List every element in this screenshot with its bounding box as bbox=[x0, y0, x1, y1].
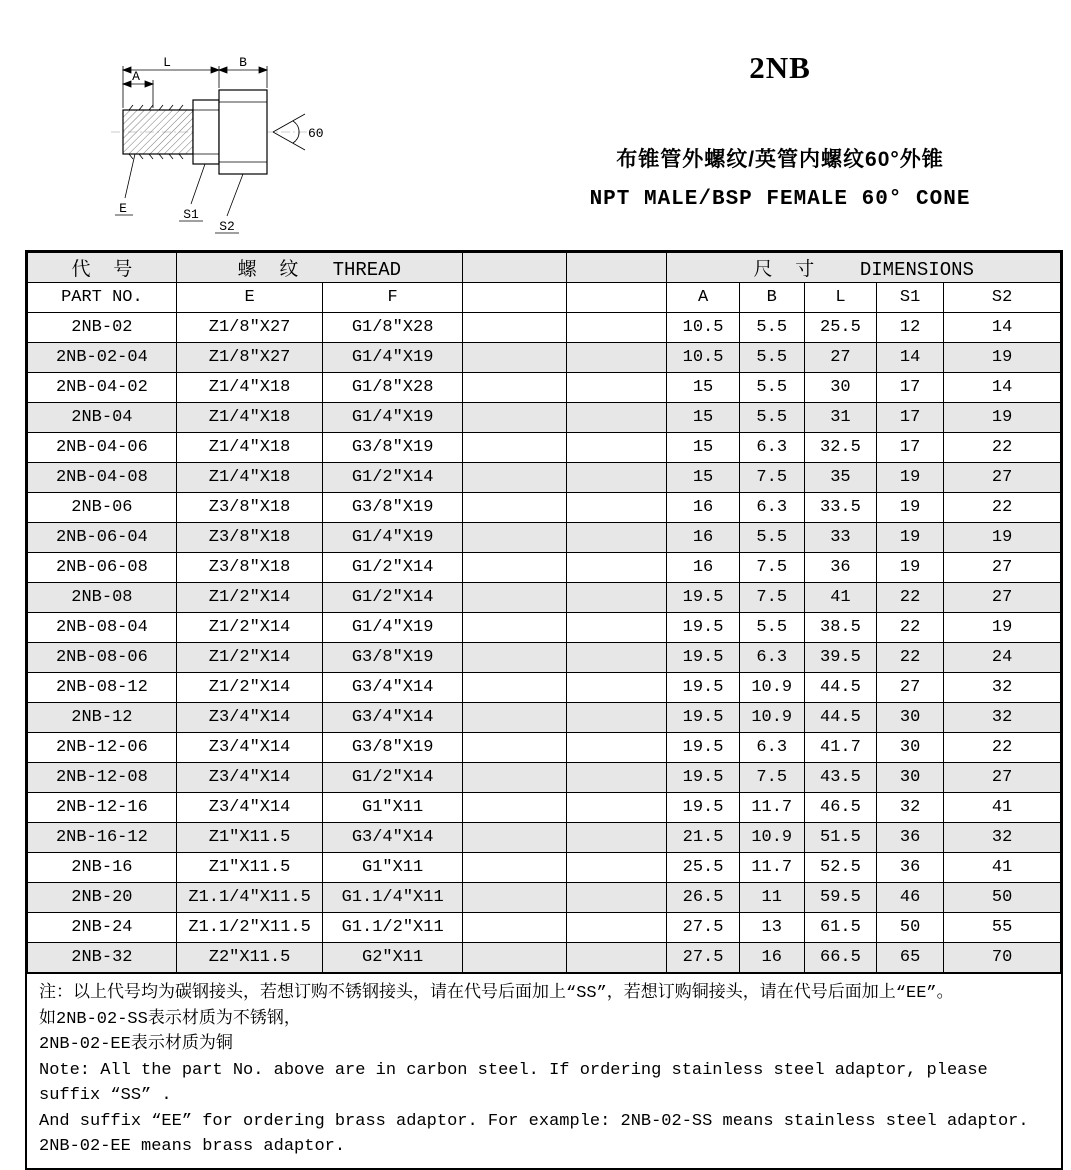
dim-label-b: B bbox=[239, 55, 247, 70]
table-cell: Z1/8″X27 bbox=[176, 343, 323, 373]
hex-collar-s1 bbox=[193, 100, 219, 164]
table-cell: G1″X11 bbox=[323, 793, 462, 823]
table-cell: G1/8″X28 bbox=[323, 373, 462, 403]
table-cell: 17 bbox=[877, 403, 944, 433]
table-cell: 19 bbox=[944, 523, 1061, 553]
table-cell: Z1/4″X18 bbox=[176, 373, 323, 403]
table-cell bbox=[567, 763, 667, 793]
table-row bbox=[28, 313, 1061, 343]
table-cell: 2NB-12-06 bbox=[28, 733, 177, 763]
note-line-cn-1: 注：以上代号均为碳钢接头，若想订购不锈钢接头，请在代号后面加上“SS”，若想订购铜接头，请在代号后面加上“EE”。 bbox=[39, 984, 954, 1003]
table-cell: 5.5 bbox=[739, 373, 804, 403]
note-line-cn-3: 2NB-02-EE表示材质为铜 bbox=[39, 1035, 233, 1054]
table-cell: 59.5 bbox=[804, 883, 876, 913]
table-cell: 22 bbox=[944, 493, 1061, 523]
table-cell: 30 bbox=[877, 763, 944, 793]
table-cell: 50 bbox=[877, 913, 944, 943]
table-cell: Z3/8″X18 bbox=[176, 553, 323, 583]
table-cell: 24 bbox=[944, 643, 1061, 673]
table-cell bbox=[462, 853, 566, 883]
table-cell bbox=[567, 343, 667, 373]
table-cell: 14 bbox=[944, 313, 1061, 343]
table-cell: 6.3 bbox=[739, 733, 804, 763]
table-cell: 31 bbox=[804, 403, 876, 433]
table-cell: 46 bbox=[877, 883, 944, 913]
table-row bbox=[28, 673, 1061, 703]
table-cell bbox=[567, 673, 667, 703]
table-cell bbox=[567, 403, 667, 433]
table-cell: 2NB-16 bbox=[28, 853, 177, 883]
table-cell bbox=[567, 433, 667, 463]
dim-label-e: E bbox=[119, 201, 127, 216]
header-dimensions: 尺 寸 DIMENSIONS bbox=[667, 253, 1061, 283]
cone-angle-label: 60 bbox=[308, 126, 324, 141]
table-cell bbox=[462, 763, 566, 793]
table-cell: Z1/4″X18 bbox=[176, 463, 323, 493]
table-cell: 2NB-20 bbox=[28, 883, 177, 913]
table-cell: 14 bbox=[877, 343, 944, 373]
table-cell: 52.5 bbox=[804, 853, 876, 883]
table-cell: 17 bbox=[877, 433, 944, 463]
table-cell: 2NB-08-06 bbox=[28, 643, 177, 673]
table-cell: 5.5 bbox=[739, 403, 804, 433]
note-line-en-3: 2NB-02-EE means brass adaptor. bbox=[39, 1137, 346, 1156]
table-cell: Z3/4″X14 bbox=[176, 793, 323, 823]
table-cell: 27 bbox=[877, 673, 944, 703]
table-cell: Z1.1/2″X11.5 bbox=[176, 913, 323, 943]
table-cell: 46.5 bbox=[804, 793, 876, 823]
table-cell: 19 bbox=[877, 463, 944, 493]
table-cell: 2NB-08 bbox=[28, 583, 177, 613]
table-cell bbox=[462, 643, 566, 673]
table-cell: G1/2″X14 bbox=[323, 763, 462, 793]
table-cell: 11.7 bbox=[739, 793, 804, 823]
table-cell: Z2″X11.5 bbox=[176, 943, 323, 973]
table-cell: 26.5 bbox=[667, 883, 739, 913]
table-cell: 41 bbox=[804, 583, 876, 613]
table-cell: 16 bbox=[739, 943, 804, 973]
header-part-no-cn: 代 号 bbox=[28, 253, 177, 283]
header-thread: 螺 纹 THREAD bbox=[176, 253, 462, 283]
table-cell: 43.5 bbox=[804, 763, 876, 793]
table-cell: 32 bbox=[944, 673, 1061, 703]
table-cell: 36 bbox=[804, 553, 876, 583]
table-cell: 38.5 bbox=[804, 613, 876, 643]
table-cell: 32 bbox=[944, 823, 1061, 853]
table-cell: 7.5 bbox=[739, 463, 804, 493]
table-cell: 15 bbox=[667, 373, 739, 403]
table-cell: 19.5 bbox=[667, 643, 739, 673]
table-cell: G1/2″X14 bbox=[323, 553, 462, 583]
table-cell: G3/8″X19 bbox=[323, 643, 462, 673]
table-cell: 5.5 bbox=[739, 613, 804, 643]
table-cell: G1/4″X19 bbox=[323, 523, 462, 553]
table-cell: 33.5 bbox=[804, 493, 876, 523]
table-cell: Z1″X11.5 bbox=[176, 853, 323, 883]
table-cell: 2NB-12-16 bbox=[28, 793, 177, 823]
table-cell: 32 bbox=[877, 793, 944, 823]
table-cell bbox=[567, 823, 667, 853]
table-cell bbox=[462, 373, 566, 403]
table-cell: 35 bbox=[804, 463, 876, 493]
model-number: 2NB bbox=[749, 50, 811, 85]
table-cell: 2NB-16-12 bbox=[28, 823, 177, 853]
spec-table bbox=[27, 252, 1061, 973]
header-col-e: E bbox=[176, 283, 323, 313]
table-cell: 10.5 bbox=[667, 313, 739, 343]
table-cell: 32 bbox=[944, 703, 1061, 733]
table-cell: G1/4″X19 bbox=[323, 613, 462, 643]
table-cell: 39.5 bbox=[804, 643, 876, 673]
table-cell bbox=[567, 643, 667, 673]
table-cell bbox=[567, 553, 667, 583]
table-cell: 12 bbox=[877, 313, 944, 343]
male-thread-section bbox=[123, 110, 193, 154]
table-cell: G1/8″X28 bbox=[323, 313, 462, 343]
table-cell: 27 bbox=[944, 463, 1061, 493]
table-cell: 22 bbox=[877, 643, 944, 673]
table-cell: G1″X11 bbox=[323, 853, 462, 883]
table-cell: 44.5 bbox=[804, 673, 876, 703]
table-cell: G1/4″X19 bbox=[323, 343, 462, 373]
table-cell: 15 bbox=[667, 463, 739, 493]
table-cell: 2NB-02-04 bbox=[28, 343, 177, 373]
table-body bbox=[28, 313, 1061, 973]
table-cell bbox=[567, 463, 667, 493]
header-blank-2 bbox=[567, 253, 667, 283]
table-cell: 2NB-06-08 bbox=[28, 553, 177, 583]
table-cell: 6.3 bbox=[739, 433, 804, 463]
table-cell: 10.9 bbox=[739, 703, 804, 733]
table-cell: 70 bbox=[944, 943, 1061, 973]
table-cell: 19 bbox=[944, 403, 1061, 433]
table-header-row-primary bbox=[28, 253, 1061, 283]
table-row bbox=[28, 733, 1061, 763]
table-cell: 65 bbox=[877, 943, 944, 973]
table-cell: 30 bbox=[804, 373, 876, 403]
table-cell: 50 bbox=[944, 883, 1061, 913]
table-cell bbox=[462, 523, 566, 553]
table-cell: 22 bbox=[944, 733, 1061, 763]
table-cell: 25.5 bbox=[804, 313, 876, 343]
table-cell bbox=[462, 403, 566, 433]
table-cell: G3/8″X19 bbox=[323, 493, 462, 523]
table-cell: 27 bbox=[944, 763, 1061, 793]
table-cell bbox=[567, 853, 667, 883]
table-cell bbox=[462, 823, 566, 853]
table-cell: 2NB-06-04 bbox=[28, 523, 177, 553]
table-cell: 27.5 bbox=[667, 913, 739, 943]
table-cell bbox=[567, 943, 667, 973]
table-cell: 14 bbox=[944, 373, 1061, 403]
table-cell bbox=[462, 883, 566, 913]
table-cell: 11 bbox=[739, 883, 804, 913]
table-cell: 11.7 bbox=[739, 853, 804, 883]
table-cell bbox=[462, 913, 566, 943]
table-cell: G3/8″X19 bbox=[323, 433, 462, 463]
table-row bbox=[28, 943, 1061, 973]
table-cell: Z1/2″X14 bbox=[176, 583, 323, 613]
table-cell: 19.5 bbox=[667, 733, 739, 763]
table-header-row-secondary bbox=[28, 283, 1061, 313]
table-cell bbox=[462, 343, 566, 373]
table-row bbox=[28, 343, 1061, 373]
table-cell: 2NB-32 bbox=[28, 943, 177, 973]
table-cell: 15 bbox=[667, 433, 739, 463]
table-cell: Z3/8″X18 bbox=[176, 523, 323, 553]
table-cell bbox=[567, 523, 667, 553]
table-cell: 6.3 bbox=[739, 643, 804, 673]
title-chinese: 布锥管外螺纹/英管内螺纹60°外锥 bbox=[616, 148, 944, 171]
title-english: NPT MALE/BSP FEMALE 60° CONE bbox=[589, 188, 971, 211]
table-cell: 22 bbox=[877, 583, 944, 613]
note-line-en-2: And suffix “EE” for ordering brass adaptor. For example: 2NB-02-SS means stainless steel adaptor. bbox=[39, 1111, 1029, 1131]
table-cell: 36 bbox=[877, 823, 944, 853]
note-line-cn-2: 如2NB-02-SS表示材质为不锈钢， bbox=[39, 1009, 301, 1029]
table-cell: 10.9 bbox=[739, 823, 804, 853]
table-cell: Z1/8″X27 bbox=[176, 313, 323, 343]
table-cell: Z3/4″X14 bbox=[176, 763, 323, 793]
table-cell: 19 bbox=[944, 343, 1061, 373]
table-cell: 51.5 bbox=[804, 823, 876, 853]
table-cell: 19 bbox=[877, 553, 944, 583]
table-cell bbox=[462, 793, 566, 823]
table-row bbox=[28, 793, 1061, 823]
table-cell: 30 bbox=[877, 733, 944, 763]
table-cell bbox=[567, 793, 667, 823]
table-cell: G1.1/4″X11 bbox=[323, 883, 462, 913]
note-line-en-1: Note: All the part No. above are in carbon steel. If ordering stainless steel adaptor, please suffix “SS” . bbox=[39, 1060, 988, 1105]
table-cell bbox=[567, 613, 667, 643]
table-cell: 41 bbox=[944, 853, 1061, 883]
header-col-f: F bbox=[323, 283, 462, 313]
table-row bbox=[28, 553, 1061, 583]
table-cell: 32.5 bbox=[804, 433, 876, 463]
header-blank-3 bbox=[462, 283, 566, 313]
table-cell bbox=[567, 583, 667, 613]
spec-sheet bbox=[25, 250, 1063, 1170]
table-cell: 2NB-08-12 bbox=[28, 673, 177, 703]
table-cell: Z1/2″X14 bbox=[176, 673, 323, 703]
table-cell: 41 bbox=[944, 793, 1061, 823]
table-row bbox=[28, 853, 1061, 883]
header-col-s1: S1 bbox=[877, 283, 944, 313]
table-cell bbox=[567, 313, 667, 343]
table-cell bbox=[567, 493, 667, 523]
header-col-a: A bbox=[667, 283, 739, 313]
header-blank-1 bbox=[462, 253, 566, 283]
table-cell: 7.5 bbox=[739, 553, 804, 583]
table-cell: Z1″X11.5 bbox=[176, 823, 323, 853]
table-cell: 2NB-08-04 bbox=[28, 613, 177, 643]
table-cell: 19.5 bbox=[667, 583, 739, 613]
table-cell: 41.7 bbox=[804, 733, 876, 763]
dim-label-a: A bbox=[132, 69, 140, 84]
note-block bbox=[27, 973, 1061, 1168]
table-row bbox=[28, 613, 1061, 643]
table-cell: 7.5 bbox=[739, 763, 804, 793]
table-cell: 2NB-12-08 bbox=[28, 763, 177, 793]
header-col-s2: S2 bbox=[944, 283, 1061, 313]
header-col-l: L bbox=[804, 283, 876, 313]
table-cell: Z1/2″X14 bbox=[176, 643, 323, 673]
table-cell: 5.5 bbox=[739, 523, 804, 553]
table-cell: 22 bbox=[944, 433, 1061, 463]
table-cell: 2NB-06 bbox=[28, 493, 177, 523]
table-cell: 6.3 bbox=[739, 493, 804, 523]
table-cell: Z1/4″X18 bbox=[176, 403, 323, 433]
title-block bbox=[585, 50, 975, 211]
table-cell: 55 bbox=[944, 913, 1061, 943]
table-cell: 10.5 bbox=[667, 343, 739, 373]
header-blank-4 bbox=[567, 283, 667, 313]
technical-drawing bbox=[105, 36, 330, 241]
table-cell: 33 bbox=[804, 523, 876, 553]
header-col-b: B bbox=[739, 283, 804, 313]
table-cell: 19 bbox=[877, 493, 944, 523]
table-row bbox=[28, 463, 1061, 493]
table-cell: 16 bbox=[667, 493, 739, 523]
table-cell bbox=[462, 433, 566, 463]
table-cell bbox=[567, 733, 667, 763]
table-cell: 19.5 bbox=[667, 673, 739, 703]
table-cell: 5.5 bbox=[739, 313, 804, 343]
table-cell: G3/8″X19 bbox=[323, 733, 462, 763]
table-cell: 2NB-24 bbox=[28, 913, 177, 943]
table-cell: 27.5 bbox=[667, 943, 739, 973]
table-cell bbox=[462, 493, 566, 523]
table-cell bbox=[567, 913, 667, 943]
table-cell: 21.5 bbox=[667, 823, 739, 853]
table-cell bbox=[462, 313, 566, 343]
table-row bbox=[28, 883, 1061, 913]
table-cell: 19.5 bbox=[667, 763, 739, 793]
table-cell bbox=[462, 703, 566, 733]
table-cell bbox=[567, 883, 667, 913]
table-cell bbox=[462, 553, 566, 583]
table-cell: G2″X11 bbox=[323, 943, 462, 973]
table-row bbox=[28, 763, 1061, 793]
table-cell: 19 bbox=[877, 523, 944, 553]
table-cell: 13 bbox=[739, 913, 804, 943]
table-row bbox=[28, 373, 1061, 403]
table-cell: 66.5 bbox=[804, 943, 876, 973]
header-part-no-en: PART NO. bbox=[28, 283, 177, 313]
table-cell: 27 bbox=[944, 553, 1061, 583]
table-cell bbox=[462, 943, 566, 973]
table-cell bbox=[462, 583, 566, 613]
dim-label-l: L bbox=[163, 55, 171, 70]
table-cell: 2NB-04-06 bbox=[28, 433, 177, 463]
table-cell: 19 bbox=[944, 613, 1061, 643]
table-cell: 16 bbox=[667, 553, 739, 583]
table-cell: 19.5 bbox=[667, 613, 739, 643]
table-cell: 16 bbox=[667, 523, 739, 553]
table-cell: 2NB-04-02 bbox=[28, 373, 177, 403]
table-cell bbox=[462, 673, 566, 703]
table-cell bbox=[462, 613, 566, 643]
table-cell: G3/4″X14 bbox=[323, 703, 462, 733]
table-cell: G1/2″X14 bbox=[323, 463, 462, 493]
table-row bbox=[28, 523, 1061, 553]
table-row bbox=[28, 433, 1061, 463]
table-cell bbox=[567, 373, 667, 403]
table-cell: 22 bbox=[877, 613, 944, 643]
table-cell: Z1/2″X14 bbox=[176, 613, 323, 643]
table-cell: 27 bbox=[804, 343, 876, 373]
table-row bbox=[28, 703, 1061, 733]
dim-label-s1: S1 bbox=[183, 207, 199, 222]
table-cell: 36 bbox=[877, 853, 944, 883]
table-cell: 5.5 bbox=[739, 343, 804, 373]
table-cell bbox=[567, 703, 667, 733]
table-cell: 61.5 bbox=[804, 913, 876, 943]
table-cell: 19.5 bbox=[667, 703, 739, 733]
table-cell: 2NB-02 bbox=[28, 313, 177, 343]
table-row bbox=[28, 643, 1061, 673]
table-row bbox=[28, 913, 1061, 943]
table-cell: 7.5 bbox=[739, 583, 804, 613]
table-cell: Z1/4″X18 bbox=[176, 433, 323, 463]
table-row bbox=[28, 403, 1061, 433]
table-cell: G1.1/2″X11 bbox=[323, 913, 462, 943]
table-cell bbox=[462, 463, 566, 493]
table-cell: 2NB-04-08 bbox=[28, 463, 177, 493]
table-row bbox=[28, 823, 1061, 853]
table-cell: 30 bbox=[877, 703, 944, 733]
table-cell bbox=[462, 733, 566, 763]
table-cell: Z1.1/4″X11.5 bbox=[176, 883, 323, 913]
table-cell: 15 bbox=[667, 403, 739, 433]
table-cell: 17 bbox=[877, 373, 944, 403]
table-cell: 10.9 bbox=[739, 673, 804, 703]
table-cell: 2NB-12 bbox=[28, 703, 177, 733]
table-cell: 44.5 bbox=[804, 703, 876, 733]
hex-nut-s2 bbox=[219, 90, 267, 174]
table-cell: G1/4″X19 bbox=[323, 403, 462, 433]
table-cell: Z3/4″X14 bbox=[176, 733, 323, 763]
table-row bbox=[28, 583, 1061, 613]
table-cell: G3/4″X14 bbox=[323, 673, 462, 703]
table-cell: 27 bbox=[944, 583, 1061, 613]
table-cell: 2NB-04 bbox=[28, 403, 177, 433]
table-row bbox=[28, 493, 1061, 523]
table-cell: G3/4″X14 bbox=[323, 823, 462, 853]
table-cell: 19.5 bbox=[667, 793, 739, 823]
table-cell: 25.5 bbox=[667, 853, 739, 883]
table-cell: G1/2″X14 bbox=[323, 583, 462, 613]
table-cell: Z3/4″X14 bbox=[176, 703, 323, 733]
dim-label-s2: S2 bbox=[219, 219, 235, 234]
table-cell: Z3/8″X18 bbox=[176, 493, 323, 523]
